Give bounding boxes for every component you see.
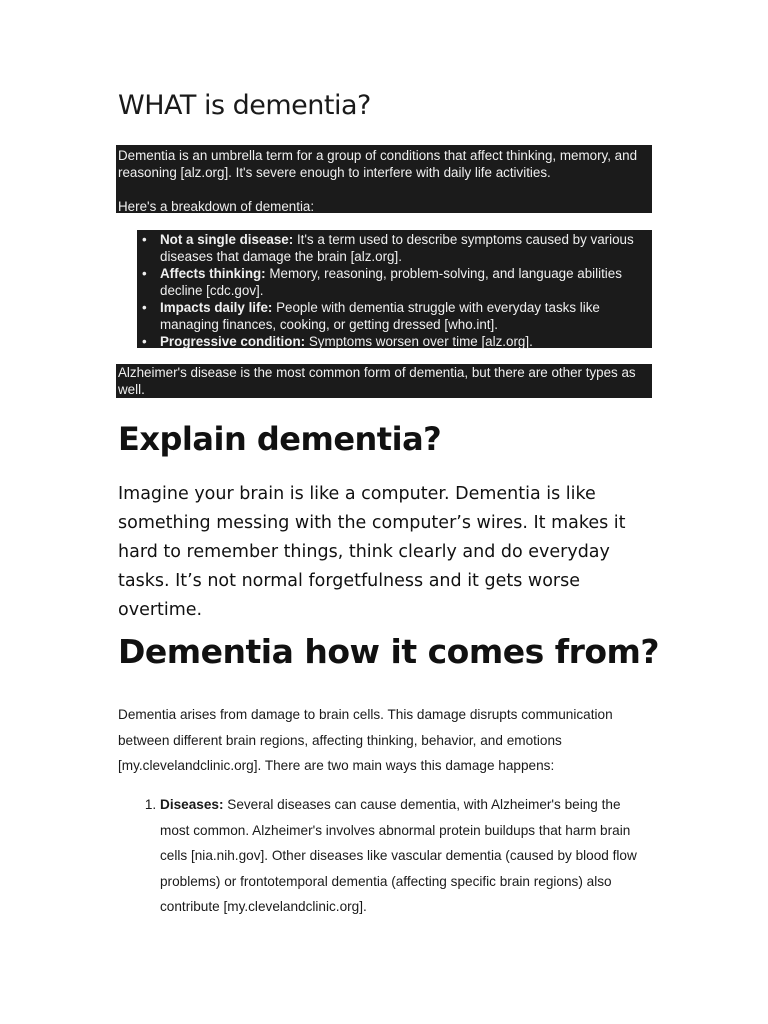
breakdown-list: [137, 231, 652, 350]
list-item: [160, 265, 652, 299]
page-title: WHAT is dementia?: [118, 90, 371, 121]
list-item: [160, 792, 648, 920]
list-item-text: It's a term used to describe symptoms caused by various diseases that damage the brain [alz.org].: [160, 232, 634, 264]
list-item-label: Not a single disease:: [160, 232, 294, 247]
explain-heading: Explain dementia?: [118, 420, 442, 458]
alzheimers-note: Alzheimer's disease is the most common form of dementia, but there are other types as well.: [116, 364, 652, 398]
list-item-text: Memory, reasoning, problem-solving, and language abilities decline [cdc.gov].: [160, 266, 622, 298]
list-item-text: Symptoms worsen over time [alz.org].: [305, 334, 533, 349]
intro-paragraph: Dementia is an umbrella term for a group of conditions that affect thinking, memory, and reasoning [alz.org]. It's severe enough to interfere with daily life activities.: [118, 148, 638, 180]
list-item: [160, 299, 652, 333]
origin-list: [118, 792, 648, 920]
origin-heading: Dementia how it comes from?: [118, 632, 660, 671]
list-item-label: Impacts daily life:: [160, 300, 273, 315]
list-item-label: Affects thinking:: [160, 266, 266, 281]
list-item-label: Diseases:: [160, 797, 224, 812]
list-item: [160, 231, 652, 265]
breakdown-lead: Here's a breakdown of dementia:: [118, 199, 315, 214]
list-item-label: Progressive condition:: [160, 334, 306, 349]
list-item-text: People with dementia struggle with everyday tasks like managing finances, cooking, or getting dressed [who.int].: [160, 300, 600, 332]
list-item: [160, 333, 652, 350]
intro-block: [116, 145, 652, 213]
list-item-text: Several diseases can cause dementia, with Alzheimer's being the most common. Alzheimer's involves abnormal protein buildups that harm brain cells [nia.nih.gov]. Other diseases like vascular dementia (caused by blood flow problems) or frontotemporal dementia (affecting specific brain regions) also contribute [my.clevelandclinic.org].: [160, 797, 637, 914]
explain-paragraph: Imagine your brain is like a computer. Dementia is like something messing with the computer’s wires. It makes it hard to remember things, think clearly and do everyday tasks. It’s not normal forgetfulness and it gets worse overtime.: [118, 484, 626, 620]
origin-paragraph: Dementia arises from damage to brain cells. This damage disrupts communication between different brain regions, affecting thinking, behavior, and emotions [my.clevelandclinic.org]. There are two main ways this damage happens:: [118, 707, 613, 773]
breakdown-block: [137, 230, 652, 348]
